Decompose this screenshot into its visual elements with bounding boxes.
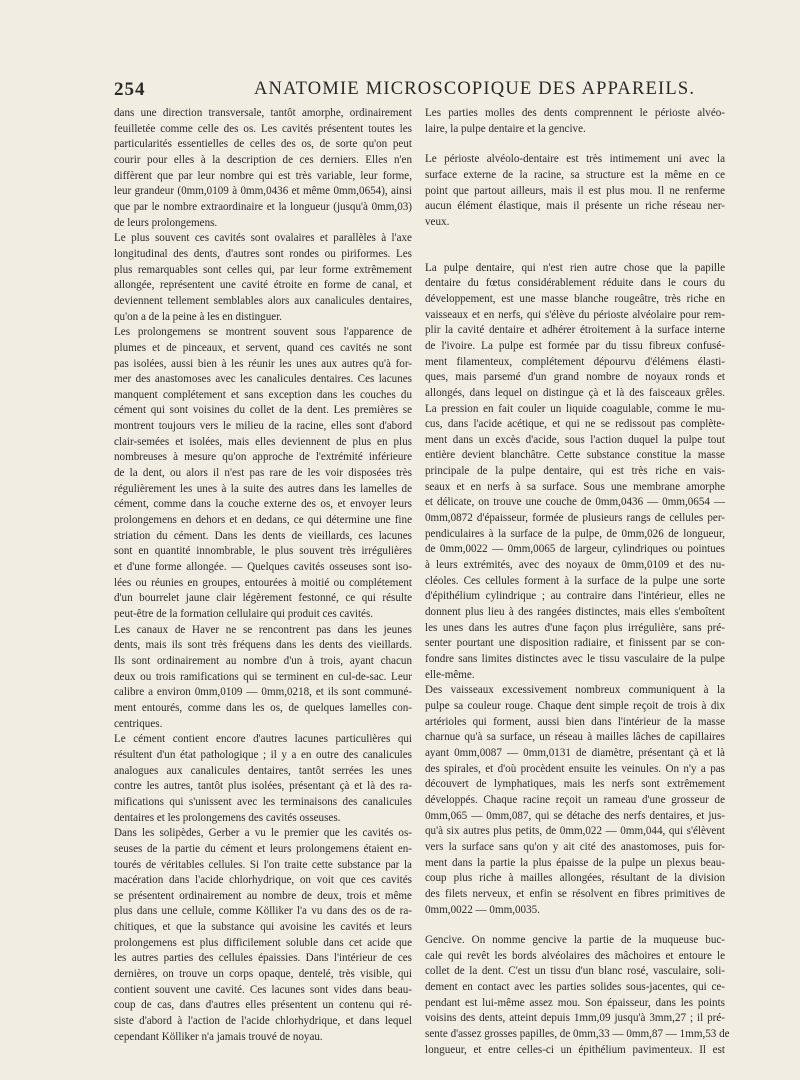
- text-line: La pression en fait couler un liquide coagulable, comme le mu-: [425, 402, 725, 415]
- text-line: senter pourtant une disposition radiaire, et finissent par se con-: [425, 637, 725, 650]
- text-line: centriques.: [114, 717, 163, 730]
- text-line: cale qui revêt les bords alvéolaires des mâchoires et entoure le: [425, 949, 725, 962]
- text-line: principale de la pulpe dentaire, qui est très riche en vais-: [425, 465, 725, 478]
- text-line: plus remarquables sont celles qui, par leur forme extrêmement: [114, 263, 412, 276]
- right-text-column: [425, 106, 730, 1058]
- text-line: ment dans un excès d'acide, sous l'action duquel la pulpe tout: [425, 433, 725, 446]
- text-line: allongée, représentent une cavité étroite en forme de canal, et: [114, 279, 412, 292]
- text-line: dentaire du fœtus considérablement réduite dans le cours du: [425, 277, 725, 290]
- text-line: contient souvent une cavité. Ces lacunes sont vides dans beau-: [114, 983, 412, 996]
- text-line: prolongemens en dehors et en dedans, ce qui détermine une fine: [114, 514, 412, 527]
- text-line: les unes dans les autres d'une façon plus irrégulière, sans pré-: [425, 621, 725, 634]
- text-line: Le cément contient encore d'autres lacunes particulières qui: [114, 733, 412, 746]
- text-line: les autres parties des cellules épaissies. Dans l'intérieur de ces: [114, 952, 412, 965]
- text-line: Les parties molles des dents comprennent le périoste alvéo-: [425, 107, 725, 119]
- text-line: particularités essentielles de celles des os, de sorte qu'on peut: [114, 138, 412, 151]
- text-line: courir pour elles à la description de ces derniers. Elles n'en: [114, 153, 412, 166]
- text-line: ayant 0mm,0087 — 0mm,0131 de diamètre, présentant çà et là: [425, 746, 725, 759]
- text-line: chitiques, et que la substance qui avoisine les cavités et leurs: [114, 921, 412, 934]
- text-line: vaisseaux et en nerfs, qui s'élève du périoste alvéolaire pour rem-: [425, 308, 725, 321]
- text-line: leur grandeur (0mm,0109 à 0mm,0436 et même 0mm,0654), ainsi: [114, 185, 412, 198]
- text-line: sente d'assez grosses papilles, de 0mm,33 — 0mm,87 — 1mm,53 de: [425, 1028, 730, 1041]
- text-line: ment dans la partie la plus épaisse de la pulpe un plexus beau-: [425, 856, 725, 869]
- text-line: qu'on a de la peine à les en distinguer.: [114, 310, 283, 323]
- text-line: surface externe de la racine, sa structure est la même en ce: [425, 168, 725, 181]
- text-line: collet de la dent. C'est un tissu d'un blanc rosé, vasculaire, soli-: [425, 965, 725, 978]
- text-line: lées ou réunies en groupes, entourées à moitié ou complétement: [114, 576, 412, 589]
- text-line: contre les autres, tantôt plus isolées, présentant çà et là des ra-: [114, 780, 412, 793]
- text-line: allongés, dans lequel on distingue çà et là des faisceaux grêles.: [425, 386, 725, 399]
- paragraph-gap: [425, 231, 725, 246]
- text-line: cément qui sont voisines du collet de la dent. Les premières se: [114, 404, 412, 417]
- text-line: ques, mais parsemé d'un grand nombre de noyaux ronds et: [425, 371, 725, 384]
- text-line: calibre a environ 0mm,0109 — 0mm,0218, et ils sont communé-: [114, 686, 412, 699]
- text-line: résultent d'un état pathologique ; il y a en outre des canalicules: [114, 748, 412, 761]
- text-line: seaux et en nerfs à sa surface. Sous une membrane amorphe: [425, 480, 725, 493]
- text-line: Le périoste alvéolo-dentaire est très intimement uni avec la: [425, 153, 725, 166]
- text-line: dents, mais ils sont très fréquens dans les dents des vieillards.: [114, 639, 412, 652]
- text-line: aucun élément élastique, mais il présente un riche réseau ner-: [425, 200, 725, 213]
- text-line: Dans les solipèdes, Gerber a vu le premier que les cavités os-: [114, 827, 412, 840]
- text-line: pendant est lui-même assez mou. Son épaisseur, dans les points: [425, 996, 725, 1009]
- text-line: 0mm,065 — 0mm,087, qui se détache des nerfs dentaires, et jus-: [425, 809, 725, 822]
- text-line: Le plus souvent ces cavités sont ovalaires et parallèles à l'axe: [114, 232, 412, 245]
- text-line: diffèrent que par leur nombre qui est très variable, leur forme,: [114, 169, 412, 182]
- text-line: plus dans une cellule, comme Kölliker l'a vu dans des os de ra-: [114, 905, 412, 918]
- text-line: 0mm,0022 — 0mm,0035.: [425, 903, 540, 916]
- left-text-column: [114, 106, 412, 1045]
- text-line: artérioles qui forment, aussi bien dans l'intérieur de la masse: [425, 715, 725, 728]
- text-line: Les canaux de Haver ne se rencontrent pas dans les jeunes: [114, 623, 412, 636]
- text-line: Gencive. On nomme gencive la partie de la muqueuse buc-: [425, 934, 725, 947]
- text-line: prolongemens est plus difficilement soluble dans cet acide que: [114, 936, 412, 949]
- text-line: donnent plus lieu à des rangées distinctes, mais elles s'emboîtent: [425, 606, 725, 619]
- text-line: feuilletée comme celle des os. Les cavités présentent toutes les: [114, 122, 412, 135]
- text-line: peut-être de la formation cellulaire qui produit ces cavités.: [114, 608, 374, 620]
- text-line: fondre sans limites distinctes avec le tissu vasculaire de la pulpe: [425, 653, 725, 665]
- text-line: plir la cavité dentaire et adhérer étroitement à la surface interne: [425, 324, 725, 337]
- text-line: pas isolées, aussi bien à les réunir les unes aux autres qu'à for-: [114, 357, 412, 370]
- paragraph-gap: [425, 246, 725, 261]
- text-line: dernières, on trouve un corps opaque, dentelé, très visible, qui: [114, 968, 412, 981]
- text-line: cément, comme dans la couche externe des os, et envoyer leurs: [114, 498, 412, 511]
- text-line: des filets nerveux, et enfin se résolvent en fibres primitives de: [425, 887, 725, 900]
- text-line: de 0mm,0022 — 0mm,0065 de largeur, cylindriques ou pointues: [425, 543, 725, 556]
- text-line: cependant Kölliker n'a jamais trouvé de noyau.: [114, 1030, 323, 1043]
- text-line: tourés de véritables cellules. Si l'on traite cette substance par la: [114, 858, 412, 871]
- text-line: manquent complétement et sans exception dans les couches du: [114, 388, 412, 401]
- text-line: mer des anastomoses avec les canalicules dentaires. Ces lacunes: [114, 373, 412, 386]
- text-line: striation du cément. Dans les dents de vieillards, ces lacunes: [114, 529, 412, 542]
- text-line: montrent toujours vers le milieu de la racine, elles sont d'abord: [114, 420, 412, 433]
- paragraph-gap: [425, 137, 725, 152]
- text-line: Les prolongemens se montrent souvent sous l'apparence de: [114, 326, 412, 339]
- text-line: elle-même.: [425, 668, 475, 681]
- text-line: 0mm,0872 d'épaisseur, formée de plusieurs rangs de cellules per-: [425, 512, 725, 525]
- text-line: mifications qui s'unissent avec les terminaisons des canalicules: [114, 795, 412, 808]
- text-line: charnue qu'à sa surface, un réseau à mailles lâches de capillaires: [425, 731, 725, 744]
- text-line: La pulpe dentaire, qui n'est rien autre chose que la papille: [425, 261, 725, 274]
- text-line: cus, dans l'acide acétique, et qui ne se redissout pas complète-: [425, 418, 725, 431]
- text-line: pulpe sa couleur rouge. Chaque dent simple reçoit de trois à dix: [425, 699, 725, 712]
- text-line: de l'ivoire. La pulpe est formée par du tissu fibreux confusé-: [425, 339, 725, 352]
- text-line: plumes et de pinceaux, et servent, quand ces cavités ne sont: [114, 341, 412, 354]
- text-line: à leurs extrémités, avec des noyaux de 0mm,0109 et des nu-: [425, 559, 725, 572]
- text-line: dentaires et les prolongemens des cavités osseuses.: [114, 811, 341, 824]
- text-line: Des vaisseaux excessivement nombreux communiquent à la: [425, 684, 725, 697]
- text-line: longitudinal des dents, d'autres sont rondes ou piriformes. Les: [114, 247, 412, 260]
- text-line: laire, la pulpe dentaire et la gencive.: [425, 122, 586, 135]
- text-line: dement en contact avec les parties solides sous-jacentes, qui ce-: [425, 981, 725, 994]
- text-line: dans une direction transversale, tantôt amorphe, ordinairement: [114, 107, 412, 119]
- text-line: d'un bourrelet jaune clair légèrement festonné, ce qui résulte: [114, 592, 412, 605]
- text-line: développés. Chaque racine reçoit un rameau d'une grosseur de: [425, 793, 725, 806]
- page-number: 254: [114, 79, 146, 100]
- text-line: et d'une forme allongée. — Quelques cavités osseuses sont iso-: [114, 561, 412, 574]
- text-line: développement, est une masse blanche rougeâtre, très riche en: [425, 292, 725, 305]
- paragraph-gap: [425, 918, 725, 933]
- text-line: clair-semées et isolées, mais elles deviennent de plus en plus: [114, 435, 412, 448]
- text-line: pendiculaires à la surface de la pulpe, de 0mm,026 de longueur,: [425, 527, 725, 540]
- text-line: longueur, et entre celles-ci un épithélium pavimenteux. Il est: [425, 1043, 725, 1056]
- text-line: veux.: [425, 215, 450, 228]
- text-line: analogues aux canalicules dentaires, tantôt serrées les unes: [114, 764, 412, 777]
- text-line: entière devient blanchâtre. Cette substance constitue la masse: [425, 449, 725, 462]
- text-line: coup de cas, dans d'autres elles présentent un contenu qui ré-: [114, 999, 412, 1012]
- text-line: deux ou trois ramifications qui se terminent en cul-de-sac. Leur: [114, 670, 412, 683]
- text-line: ment entourés, comme dans les os, de quelques lamelles con-: [114, 701, 412, 714]
- text-line: coup plus riche à mailles allongées, résultant de la division: [425, 872, 725, 885]
- text-line: Ils sont ordinairement au nombre d'un à trois, ayant chacun: [114, 654, 412, 667]
- text-line: cléoles. Ces cellules forment à la surface de la pulpe une sorte: [425, 574, 725, 587]
- text-line: d'épithélium cylindrique ; au contraire dans l'intérieur, elles ne: [425, 590, 725, 603]
- text-line: qu'à six autres plus petits, de 0mm,022 — 0mm,044, qui s'élèvent: [425, 825, 725, 838]
- text-line: sont en quantité innombrable, le plus souvent très irrégulières: [114, 545, 412, 558]
- text-line: ment filamenteux, complétement dépourvu d'élémens élasti-: [425, 355, 725, 368]
- text-line: macération dans l'acide chlorhydrique, on voit que ces cavités: [114, 874, 412, 887]
- text-line: vers la surface sans qu'on y ait cité des anastomoses, puis for-: [425, 840, 725, 853]
- text-line: de la dent, ou alors il n'est pas rare de les voir disposées très: [114, 467, 412, 480]
- text-line: deviennent tellement semblables alors aux canalicules dentaires,: [114, 294, 412, 307]
- text-line: des spirales, et d'où procèdent ensuite les veinules. On n'y a pas: [425, 762, 725, 775]
- page-header: [114, 79, 714, 105]
- text-line: siste d'abord à l'action de l'acide chlorhydrique, et dans lequel: [114, 1015, 412, 1028]
- text-line: se présentent ordinairement au nombre de deux, trois et même: [114, 889, 412, 902]
- text-line: régulièrement les unes à la suite des autres dans les lamelles de: [114, 482, 412, 495]
- running-title: ANATOMIE MICROSCOPIQUE DES APPAREILS.: [254, 79, 696, 99]
- text-line: et délicate, on trouve une couche de 0mm,0436 — 0mm,0654 —: [425, 496, 725, 509]
- text-line: point que partout ailleurs, mais il est plus mou. Il ne renferme: [425, 184, 725, 197]
- text-line: nombreuses à mesure qu'on approche de l'extrémité inférieure: [114, 451, 412, 464]
- text-line: voisins des dents, atteint depuis 1mm,09 jusqu'à 3mm,27 ; il pré-: [425, 1012, 725, 1025]
- text-line: de leurs prolongemens.: [114, 216, 218, 229]
- text-line: seuses de la partie du cément et leurs prolongemens étaient en-: [114, 842, 412, 855]
- text-line: découvert de lymphatiques, mais les nerfs sont extrêmement: [425, 778, 725, 791]
- text-line: que par le nombre extraordinaire et la longueur (jusqu'à 0mm,03): [114, 200, 412, 213]
